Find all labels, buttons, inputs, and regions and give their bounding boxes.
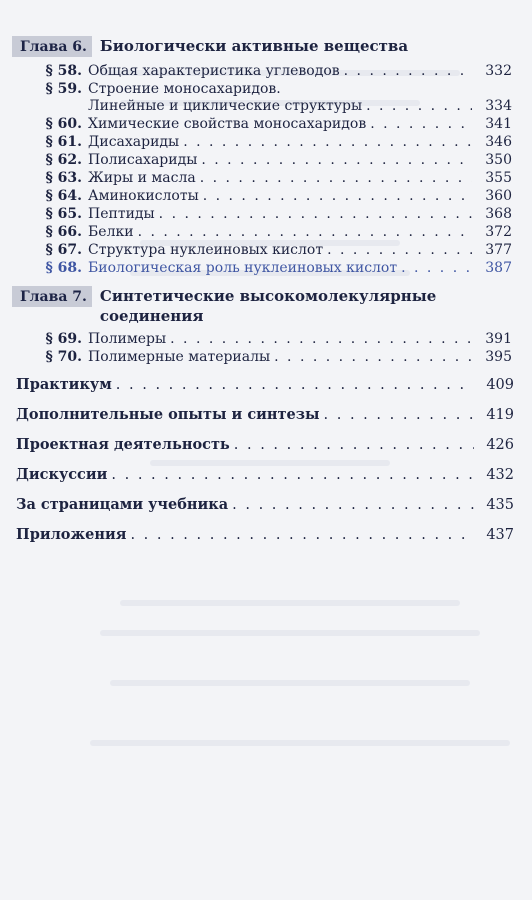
section-number: § 62. xyxy=(45,152,82,168)
toc-entry[interactable] xyxy=(40,115,512,133)
page-number: 355 xyxy=(485,170,512,186)
toc-main-entry[interactable] xyxy=(16,496,514,514)
page-number: 377 xyxy=(485,242,512,258)
section-title: Полисахариды xyxy=(88,152,198,168)
chapter-label: Глава 6. xyxy=(12,36,92,57)
section-title: Общая характеристика углеводов xyxy=(88,63,340,79)
section-title: Биологическая роль нуклеиновых кислот xyxy=(88,260,398,276)
toc-main-entry[interactable] xyxy=(16,526,514,544)
entry-title: За страницами учебника xyxy=(16,496,229,513)
section-title: Полимеры xyxy=(88,331,167,347)
toc-entry[interactable] xyxy=(40,223,512,241)
leader-dots xyxy=(200,169,472,187)
section-title: Пептиды xyxy=(88,206,155,222)
section-number: § 60. xyxy=(45,116,82,132)
leader-dots xyxy=(401,259,472,277)
chapter-title: Биологически активные вещества xyxy=(99,37,409,55)
page-number: 368 xyxy=(485,206,512,222)
section-number: § 70. xyxy=(45,349,82,365)
chapter-6-heading xyxy=(12,36,512,57)
toc-entry[interactable] xyxy=(40,169,512,187)
toc-entry[interactable] xyxy=(40,330,512,348)
section-number: § 64. xyxy=(45,188,82,204)
leader-dots xyxy=(201,151,472,169)
leader-dots xyxy=(274,348,472,366)
section-number: § 67. xyxy=(45,242,82,258)
page-number: 350 xyxy=(485,152,512,168)
toc-main-entry[interactable] xyxy=(16,436,514,454)
leader-dots xyxy=(324,406,474,424)
chapter-title-line: соединения xyxy=(99,307,204,325)
page-number: 334 xyxy=(485,98,512,114)
section-title: Полимерные материалы xyxy=(88,349,271,365)
page-number: 435 xyxy=(486,497,514,513)
toc-main-entry[interactable] xyxy=(16,406,514,424)
section-title-continued: Линейные и циклические структуры xyxy=(88,98,363,114)
section-number: § 68. xyxy=(45,260,82,276)
toc-entry[interactable] xyxy=(40,205,512,223)
toc-entry[interactable] xyxy=(40,241,512,259)
toc-entry[interactable] xyxy=(40,151,512,169)
leader-dots xyxy=(370,115,472,133)
leader-dots xyxy=(159,205,472,223)
leader-dots xyxy=(130,526,474,544)
leader-dots xyxy=(138,223,472,241)
page-number: 387 xyxy=(485,260,512,276)
section-title: Дисахариды xyxy=(88,134,180,150)
leader-dots xyxy=(232,496,474,514)
leader-dots xyxy=(111,466,474,484)
leader-dots xyxy=(366,97,472,115)
page-number: 360 xyxy=(485,188,512,204)
page-number: 432 xyxy=(486,467,514,483)
page-number: 346 xyxy=(485,134,512,150)
leader-dots xyxy=(183,133,472,151)
section-title: Аминокислоты xyxy=(88,188,199,204)
toc-main-entry[interactable] xyxy=(16,376,514,394)
toc-entry[interactable] xyxy=(40,348,512,366)
chapter-7-heading xyxy=(12,286,512,326)
page-number: 437 xyxy=(486,527,514,543)
toc-entry-continuation[interactable] xyxy=(82,97,512,115)
page-number: 426 xyxy=(486,437,514,453)
leader-dots xyxy=(116,376,474,394)
section-title: Жиры и масла xyxy=(88,170,196,186)
leader-dots xyxy=(344,62,472,80)
section-title: Химические свойства моносахаридов xyxy=(88,116,367,132)
section-number: § 58. xyxy=(45,63,82,79)
toc-entry[interactable] xyxy=(40,80,281,98)
entry-title: Приложения xyxy=(16,526,127,543)
chapter-title-line: Синтетические высокомолекулярные xyxy=(99,287,437,305)
leader-dots xyxy=(234,436,474,454)
toc-entry-highlighted[interactable] xyxy=(40,259,512,277)
page-number: 395 xyxy=(485,349,512,365)
toc-entry[interactable] xyxy=(40,133,512,151)
section-number: § 61. xyxy=(45,134,82,150)
toc-entry[interactable] xyxy=(40,187,512,205)
page-number: 409 xyxy=(486,377,514,393)
entry-title: Дискуссии xyxy=(16,466,108,483)
section-number: § 59. xyxy=(45,81,82,97)
page-number: 391 xyxy=(485,331,512,347)
entry-title: Дополнительные опыты и синтезы xyxy=(16,406,320,423)
section-title: Строение моносахаридов. xyxy=(88,81,281,97)
toc-main-entry[interactable] xyxy=(16,466,514,484)
section-title: Белки xyxy=(88,224,134,240)
section-number: § 66. xyxy=(45,224,82,240)
leader-dots xyxy=(170,330,472,348)
chapter-label: Глава 7. xyxy=(12,286,92,307)
page-number: 332 xyxy=(485,63,512,79)
section-number: § 63. xyxy=(45,170,82,186)
chapter-title xyxy=(100,286,436,326)
toc-entry[interactable] xyxy=(40,62,512,80)
entry-title: Практикум xyxy=(16,376,112,393)
leader-dots xyxy=(203,187,472,205)
entry-title: Проектная деятельность xyxy=(16,436,230,453)
leader-dots xyxy=(327,241,472,259)
page-number: 419 xyxy=(486,407,514,423)
section-number: § 65. xyxy=(45,206,82,222)
page-number: 341 xyxy=(485,116,512,132)
section-title: Структура нуклеиновых кислот xyxy=(88,242,324,258)
page-number: 372 xyxy=(485,224,512,240)
section-number: § 69. xyxy=(45,331,82,347)
